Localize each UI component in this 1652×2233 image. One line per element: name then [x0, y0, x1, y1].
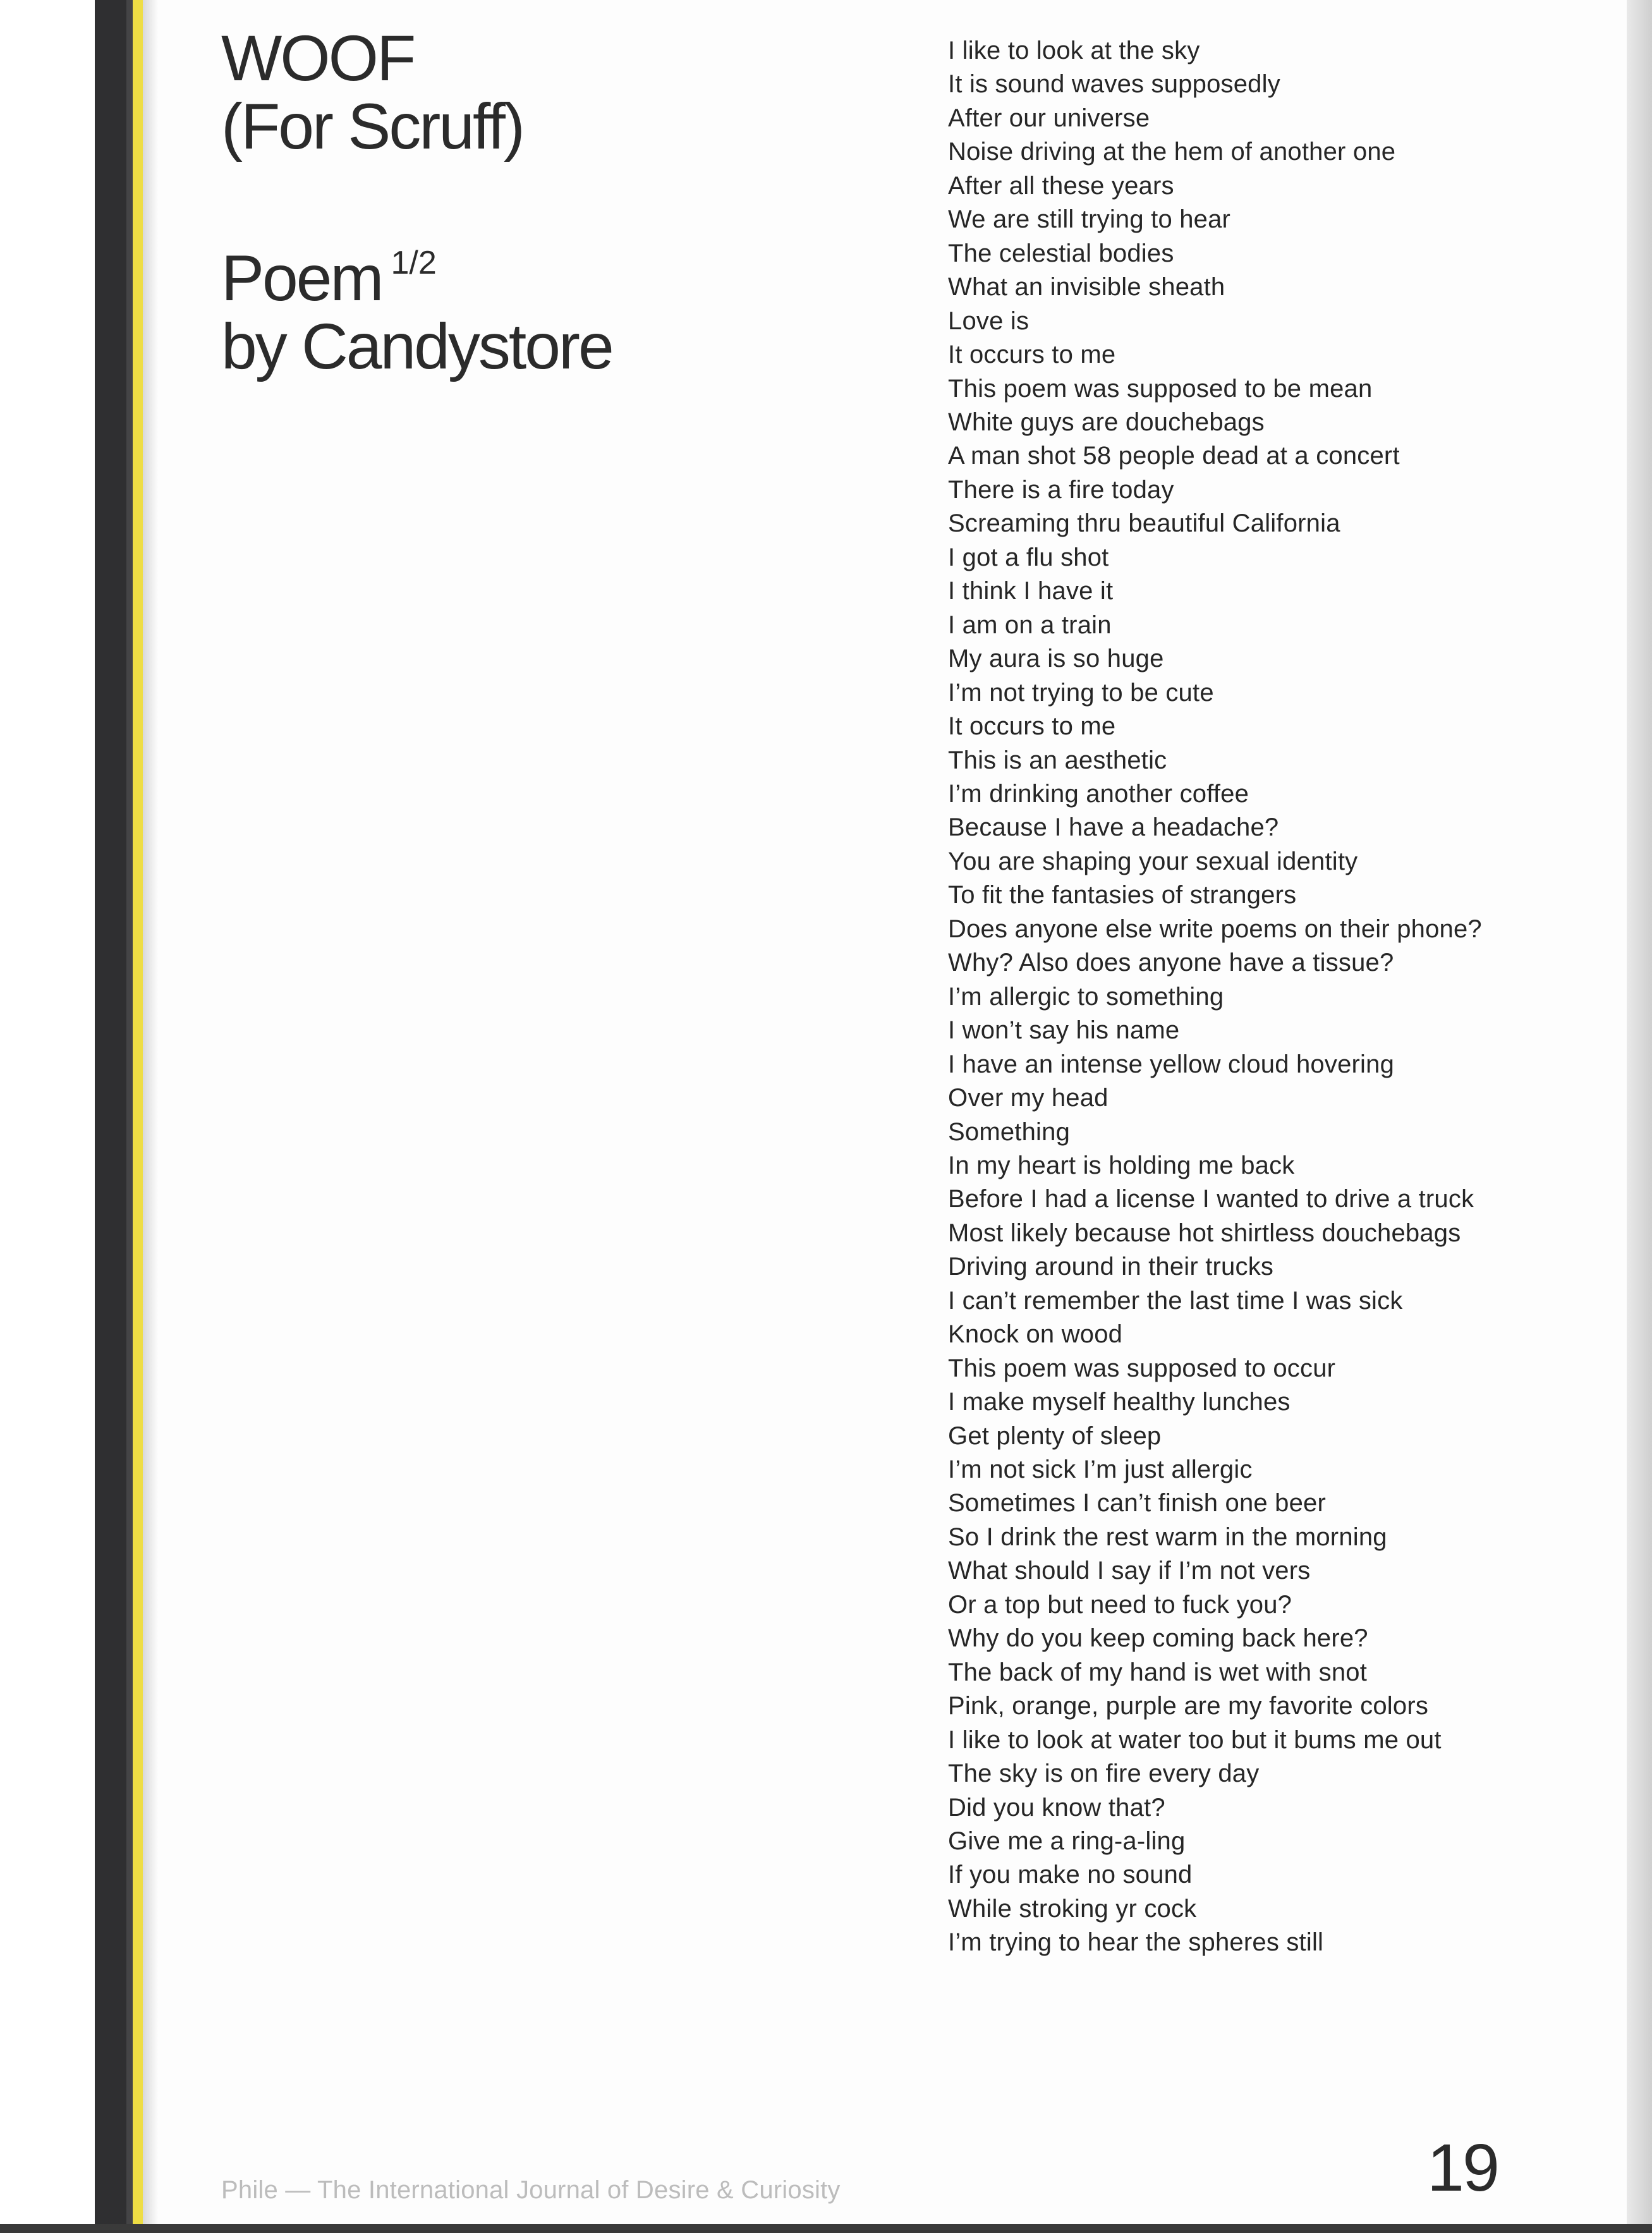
poem-line: I’m trying to hear the spheres still — [948, 1928, 1324, 1957]
poem-line: I like to look at water too but it bums me out — [948, 1725, 1442, 1754]
poem-line: It is sound waves supposedly — [948, 70, 1280, 99]
journal-footer: Phile — The International Journal of Desire & Curiosity — [221, 2176, 841, 2204]
poem-line: White guys are douchebags — [948, 408, 1265, 436]
poem-line: I like to look at the sky — [948, 37, 1200, 64]
poem-line: Get plenty of sleep — [948, 1421, 1162, 1450]
poem-line: What should I say if I’m not vers — [948, 1557, 1311, 1585]
poem-fraction: 1/2 — [391, 245, 437, 281]
byline: by Candystore — [221, 310, 612, 382]
poem-line: My aura is so huge — [948, 645, 1164, 673]
poem-line: What an invisible sheath — [948, 273, 1225, 301]
poem-line: After our universe — [948, 104, 1150, 132]
page-edge-right — [1627, 0, 1652, 2233]
poem-line: I make myself healthy lunches — [948, 1388, 1291, 1416]
poem-line: This is an aesthetic — [948, 746, 1167, 774]
title-woof: WOOF — [221, 22, 415, 94]
page-number: 19 — [1427, 2131, 1498, 2205]
poem-line: It occurs to me — [948, 341, 1116, 369]
poem-line: If you make no sound — [948, 1861, 1193, 1889]
poem-line: You are shaping your sexual identity — [948, 847, 1358, 875]
poem-line: Driving around in their trucks — [948, 1253, 1274, 1281]
poem-line: I’m not sick I’m just allergic — [948, 1456, 1253, 1484]
scan-margin-left — [0, 0, 95, 2233]
poem-line: To fit the fantasies of strangers — [948, 881, 1297, 910]
poem-line: I can’t remember the last time I was sick — [948, 1286, 1403, 1315]
poem-line: I have an intense yellow cloud hovering — [948, 1050, 1395, 1078]
poem-line: Most likely because hot shirtless douchebags — [948, 1219, 1461, 1247]
poem-line: Before I had a license I wanted to drive a truck — [948, 1185, 1474, 1214]
poem-line: I think I have it — [948, 577, 1114, 605]
poem-line: I’m not trying to be cute — [948, 678, 1214, 707]
poem-line: After all these years — [948, 171, 1174, 200]
poem-line: Did you know that? — [948, 1793, 1165, 1822]
poem-line: Love is — [948, 307, 1029, 335]
poem-line: Screaming thru beautiful California — [948, 509, 1340, 538]
poem-line: While stroking yr cock — [948, 1894, 1197, 1923]
poem-line: I’m drinking another coffee — [948, 779, 1249, 808]
poem-line: This poem was supposed to be mean — [948, 374, 1373, 403]
yellow-edge-stripe — [133, 0, 143, 2233]
poem-line: We are still trying to hear — [948, 205, 1231, 234]
poem-line: The back of my hand is wet with snot — [948, 1658, 1368, 1686]
poem-line: Why? Also does anyone have a tissue? — [948, 949, 1394, 977]
poem-line: Something — [948, 1117, 1071, 1146]
poem-line: It occurs to me — [948, 712, 1116, 741]
poem-line: Does anyone else write poems on their phone? — [948, 915, 1482, 943]
poem-text — [948, 34, 1580, 1960]
poem-line: This poem was supposed to occur — [948, 1354, 1336, 1382]
title-spacer — [221, 161, 790, 229]
poem-line: I won’t say his name — [948, 1016, 1180, 1045]
poem-line: I’m allergic to something — [948, 982, 1224, 1011]
title-for-scruff: (For Scruff) — [221, 90, 523, 162]
page-gutter-shadow — [143, 0, 158, 2233]
poem-line: The sky is on fire every day — [948, 1760, 1260, 1788]
poem-line: Why do you keep coming back here? — [948, 1624, 1368, 1653]
poem-line: Pink, orange, purple are my favorite colors — [948, 1692, 1429, 1720]
binding-edge-inner — [126, 0, 133, 2233]
poem-line: Noise driving at the hem of another one — [948, 138, 1396, 166]
poem-line: Sometimes I can’t finish one beer — [948, 1489, 1327, 1518]
title-block — [221, 24, 790, 380]
poem-line: Over my head — [948, 1084, 1108, 1112]
poem-line: I got a flu shot — [948, 543, 1109, 571]
poem-line: Knock on wood — [948, 1320, 1123, 1349]
poem-line: Or a top but need to fuck you? — [948, 1590, 1292, 1619]
poem-line: So I drink the rest warm in the morning — [948, 1523, 1387, 1551]
poem-label — [221, 229, 790, 312]
poem-line: Because I have a headache? — [948, 813, 1279, 842]
page-edge-bottom — [0, 2224, 1652, 2233]
poem-line: There is a fire today — [948, 475, 1174, 504]
binding-edge — [95, 0, 126, 2233]
poem-line: In my heart is holding me back — [948, 1151, 1295, 1179]
poem-line: The celestial bodies — [948, 239, 1174, 267]
poem-line: I am on a train — [948, 611, 1112, 639]
poem-word: Poem — [221, 242, 382, 314]
poem-line: A man shot 58 people dead at a concert — [948, 442, 1400, 470]
poem-line: Give me a ring-a-ling — [948, 1827, 1186, 1856]
